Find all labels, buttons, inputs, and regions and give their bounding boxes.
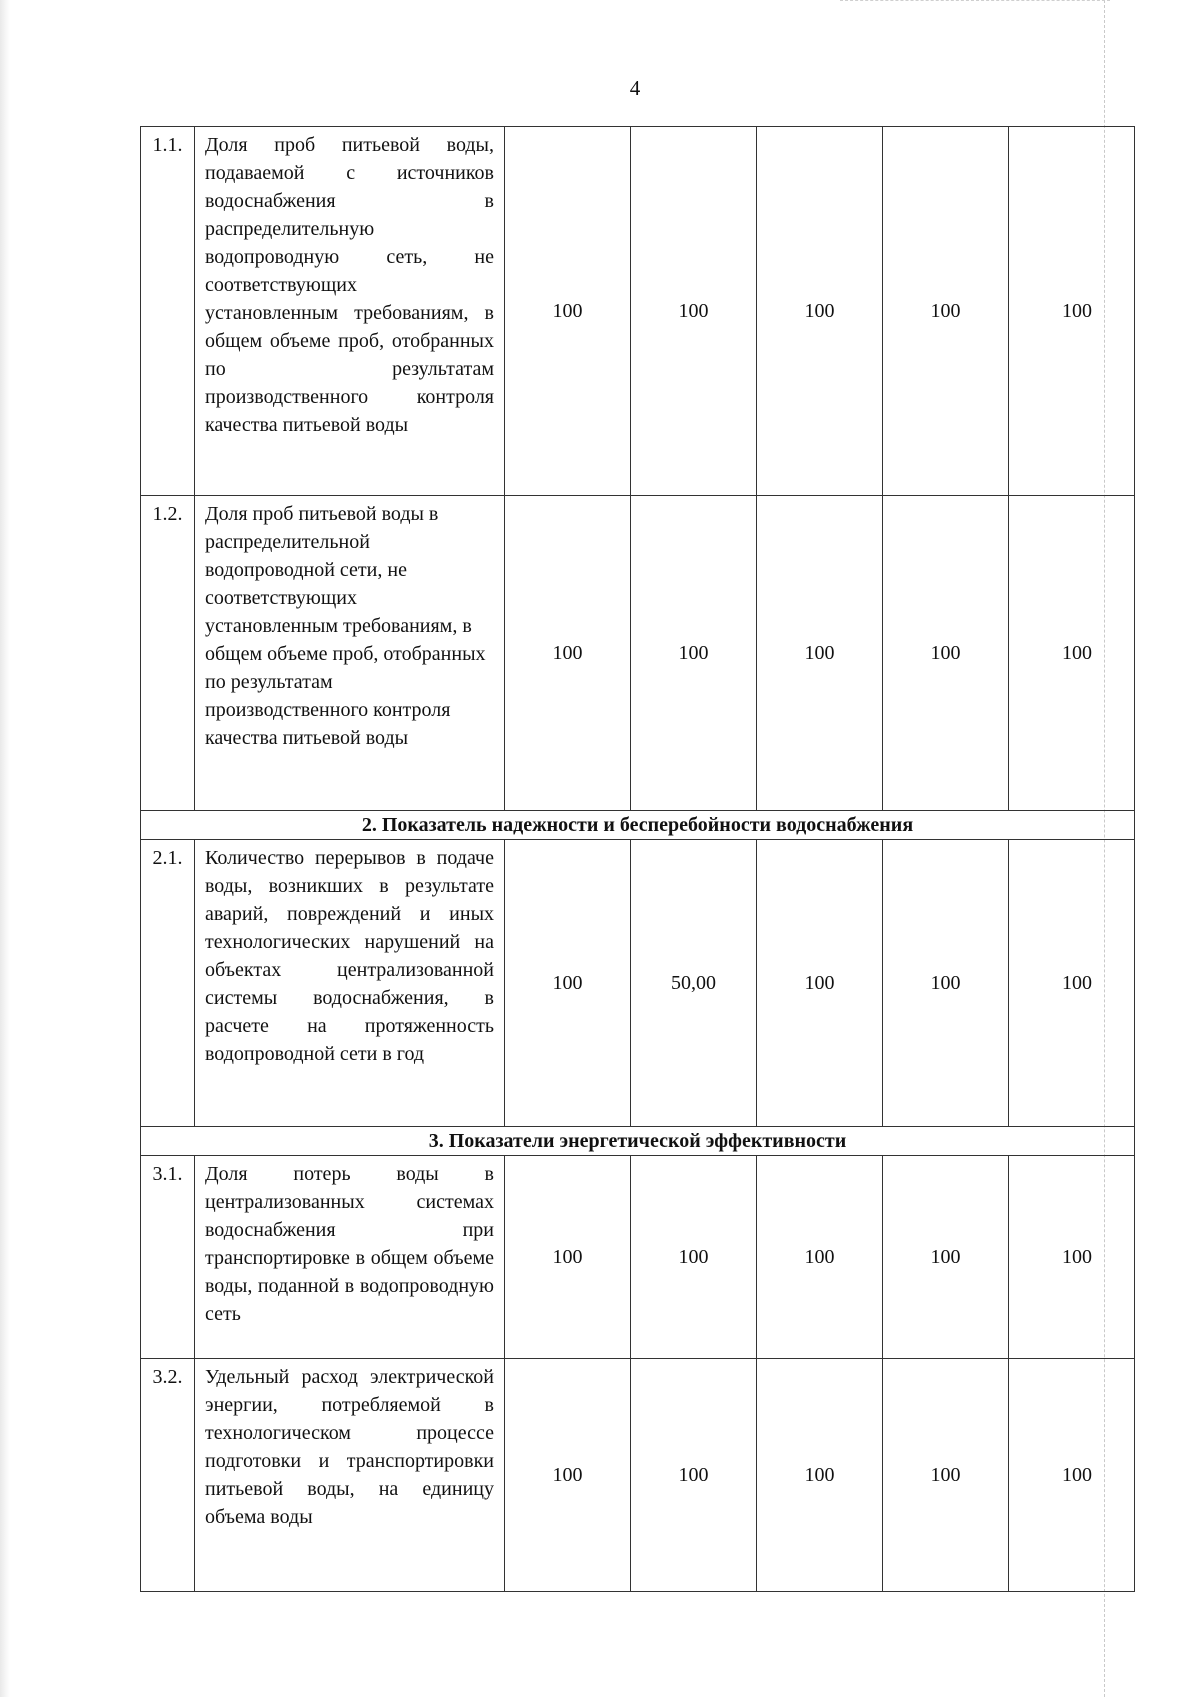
row-number: 1.2.	[141, 496, 195, 811]
indicators-table	[140, 126, 1135, 1592]
value-cell-1: 100	[505, 496, 631, 811]
table-row-2-1	[141, 840, 1135, 1127]
value-cell-5: 100	[1009, 1156, 1135, 1359]
indicator-description: Удельный расход электрической энергии, потребляемой в технологическом процессе подготовки и транспортировки питьевой воды, на единицу объема воды	[195, 1359, 505, 1592]
value-cell-3: 100	[757, 496, 883, 811]
section-header-energy	[141, 1127, 1135, 1156]
table-row-1-2	[141, 496, 1135, 811]
value-cell-4: 100	[883, 127, 1009, 496]
value-cell-1: 100	[505, 127, 631, 496]
indicator-description: Количество перерывов в подаче воды, возникших в результате аварий, повреждений и иных технологических нарушений на объектах централизованной системы водоснабжения, в расчете на протяженность водопроводной сети в год	[195, 840, 505, 1127]
indicator-description: Доля потерь воды в централизованных системах водоснабжения при транспортировке в общем объеме воды, поданной в водопроводную сеть	[195, 1156, 505, 1359]
section-header-reliability	[141, 811, 1135, 840]
row-number: 3.2.	[141, 1359, 195, 1592]
value-cell-4: 100	[883, 1359, 1009, 1592]
section-title: 3. Показатели энергетической эффективности	[141, 1127, 1135, 1156]
value-cell-4: 100	[883, 1156, 1009, 1359]
table-row-3-2	[141, 1359, 1135, 1592]
scan-top-mark	[840, 0, 1110, 2]
value-cell-2: 100	[631, 1359, 757, 1592]
value-cell-3: 100	[757, 840, 883, 1127]
value-cell-3: 100	[757, 127, 883, 496]
indicator-description: Доля проб питьевой воды в распределительной водопроводной сети, не соответствующих установленным требованиям, в общем объеме проб, отобранных по результатам производственного контроля качества питьевой воды	[195, 496, 505, 811]
value-cell-3: 100	[757, 1359, 883, 1592]
value-cell-2: 100	[631, 127, 757, 496]
value-cell-2: 100	[631, 496, 757, 811]
section-title: 2. Показатель надежности и бесперебойности водоснабжения	[141, 811, 1135, 840]
value-cell-1: 100	[505, 1156, 631, 1359]
indicator-description: Доля проб питьевой воды, подаваемой с источников водоснабжения в распределительную водопроводную сеть, не соответствующих установленным требованиям, в общем объеме проб, отобранных по результатам производственного контроля качества питьевой воды	[195, 127, 505, 496]
row-number: 1.1.	[141, 127, 195, 496]
value-cell-2: 100	[631, 1156, 757, 1359]
value-cell-4: 100	[883, 496, 1009, 811]
value-cell-5: 100	[1009, 840, 1135, 1127]
scan-shadow-left	[0, 0, 10, 1697]
table-row-3-1	[141, 1156, 1135, 1359]
value-cell-5: 100	[1009, 1359, 1135, 1592]
page-number: 4	[629, 76, 641, 100]
row-number: 3.1.	[141, 1156, 195, 1359]
value-cell-1: 100	[505, 840, 631, 1127]
value-cell-4: 100	[883, 840, 1009, 1127]
value-cell-5: 100	[1009, 127, 1135, 496]
row-number: 2.1.	[141, 840, 195, 1127]
table-row-1-1	[141, 127, 1135, 496]
value-cell-2: 50,00	[631, 840, 757, 1127]
value-cell-5: 100	[1009, 496, 1135, 811]
value-cell-3: 100	[757, 1156, 883, 1359]
value-cell-1: 100	[505, 1359, 631, 1592]
